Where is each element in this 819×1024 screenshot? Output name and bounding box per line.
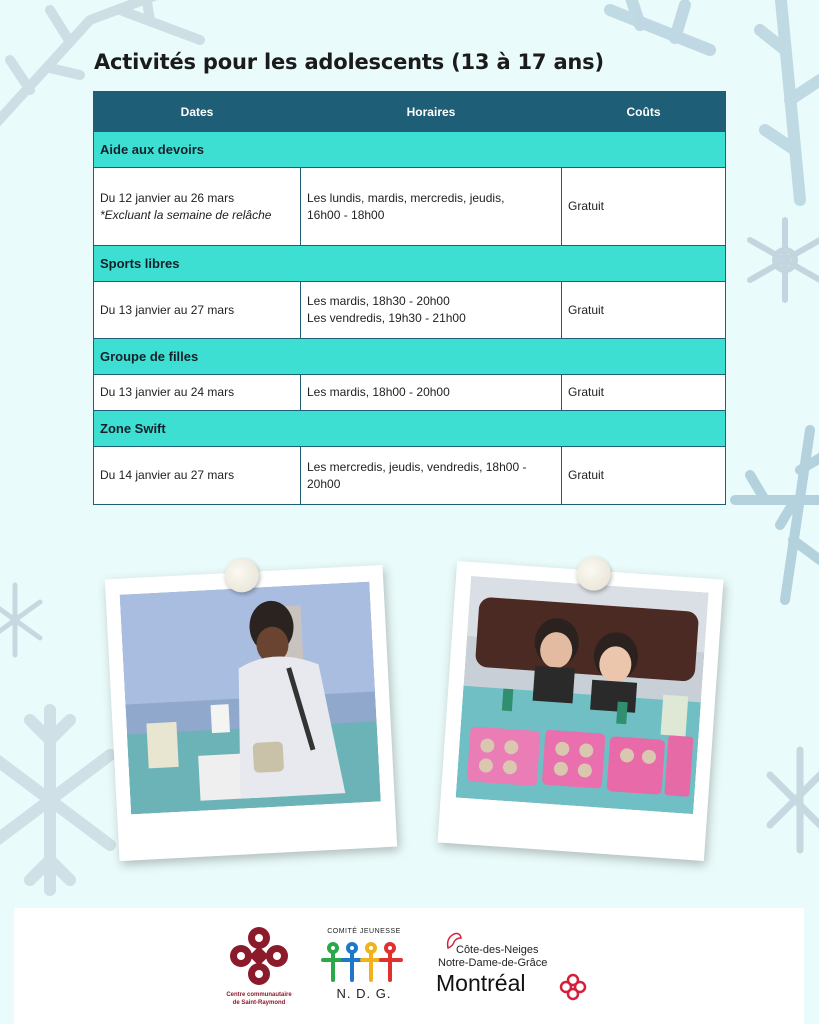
montreal-rose-icon: [558, 972, 588, 1002]
category-aide-aux-devoirs: Aide aux devoirs: [94, 132, 726, 168]
table-header-row: [94, 92, 726, 132]
date-note: *Excluant la semaine de relâche: [100, 207, 272, 222]
polaroid-photo-right: [437, 561, 723, 861]
schedule-line: Les vendredis, 19h30 - 21h00: [307, 311, 466, 325]
snowflake-decoration-right-lower: [725, 410, 819, 610]
schedule-cell: Les mardis, 18h00 - 20h00: [301, 375, 562, 411]
activities-table: [93, 91, 726, 505]
cost-cell: Gratuit: [562, 447, 726, 505]
category-row: [94, 246, 726, 282]
snowflake-decoration-left: [0, 580, 50, 660]
date-text: Du 12 janvier au 26 mars: [100, 190, 235, 205]
category-row: [94, 411, 726, 447]
comite-jeunesse-text: COMITÉ JEUNESSE: [327, 928, 401, 935]
category-sports-libres: Sports libres: [94, 246, 726, 282]
table-row: [94, 168, 726, 246]
schedule-line: Les mercredis, jeudis, vendredis, 18h00 -: [307, 459, 527, 474]
header-couts: Coûts: [562, 92, 726, 132]
photo-soap-making: [120, 582, 381, 815]
cost-cell: Gratuit: [562, 375, 726, 411]
header-dates: Dates: [94, 92, 301, 132]
snowflake-decoration-right-mid: [745, 215, 819, 305]
schedule-cell: [301, 168, 562, 246]
logo-centre-saint-raymond: [214, 924, 304, 1020]
table-row: [94, 447, 726, 505]
schedule-line: 20h00: [307, 476, 341, 491]
dates-cell: Du 13 janvier au 27 mars: [94, 282, 301, 339]
schedule-cell: [301, 447, 562, 505]
page-title: Activités pour les adolescents (13 à 17 ans): [94, 50, 604, 74]
footer-logos: [14, 908, 804, 1024]
category-row: [94, 132, 726, 168]
dates-cell: [94, 168, 301, 246]
category-groupe-de-filles: Groupe de filles: [94, 339, 726, 375]
table-row: [94, 282, 726, 339]
snowflake-decoration-bottom-right: [760, 740, 819, 860]
polaroid-photo-left: [105, 565, 397, 861]
schedule-line: Les lundis, mardis, mercredis, jeudis,: [307, 190, 505, 205]
montreal-wordmark: Montréal: [436, 970, 526, 996]
schedule-cell: [301, 282, 562, 339]
photo-soap-molds: [456, 576, 709, 814]
logo-montreal-cdn-ndg: [436, 928, 596, 1018]
table-row: [94, 375, 726, 411]
schedule-line: 16h00 - 18h00: [307, 207, 385, 222]
saint-raymond-emblem-icon: [214, 924, 304, 988]
dates-cell: Du 14 janvier au 27 mars: [94, 447, 301, 505]
saint-raymond-line2: de Saint-Raymond: [232, 1000, 286, 1006]
montreal-line1: Côte-des-Neiges: [456, 944, 539, 956]
snowflake-decoration-bottom-left: [0, 700, 130, 900]
dates-cell: Du 13 janvier au 24 mars: [94, 375, 301, 411]
cost-cell: Gratuit: [562, 168, 726, 246]
category-row: [94, 339, 726, 375]
logo-comite-jeunesse-ndg: [319, 926, 409, 1022]
children-figures-icon: [319, 938, 409, 984]
saint-raymond-line1: Centre communautaire: [226, 992, 292, 998]
montreal-line2: Notre-Dame-de-Grâce: [438, 957, 548, 969]
header-horaires: Horaires: [301, 92, 562, 132]
category-zone-swift: Zone Swift: [94, 411, 726, 447]
ndg-text: N. D. G.: [336, 986, 392, 1001]
schedule-line: Les mardis, 18h30 - 20h00: [307, 294, 450, 308]
cost-cell: Gratuit: [562, 282, 726, 339]
